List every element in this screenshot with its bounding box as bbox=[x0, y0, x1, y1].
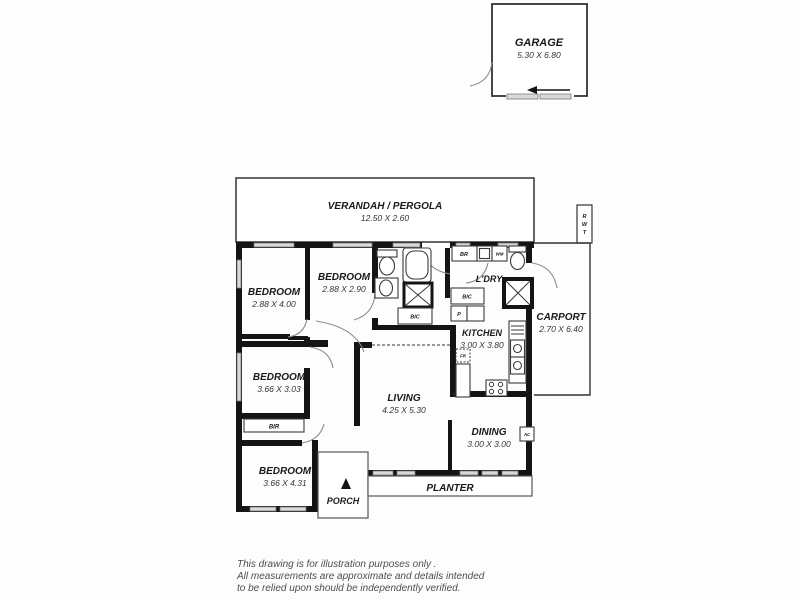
bedroom3-label: BEDROOM bbox=[252, 372, 306, 383]
carport-dims: 2.70 X 6.40 bbox=[539, 324, 583, 334]
pantry-label: P bbox=[457, 312, 461, 318]
laundry-label: L'DRY bbox=[475, 274, 503, 284]
verandah-label: VERANDAH / PERGOLA bbox=[327, 201, 443, 212]
wm-label: WM bbox=[495, 251, 504, 257]
bedroom1-dims: 2.88 X 4.00 bbox=[252, 299, 296, 309]
cupboard bbox=[467, 306, 484, 321]
garage-dims: 5.30 X 6.80 bbox=[517, 50, 561, 60]
bedroom1-label: BEDROOM bbox=[247, 287, 301, 298]
bic-bath-label: BIC bbox=[410, 314, 420, 321]
stove bbox=[486, 380, 507, 396]
kitchen-dims: 3.00 X 3.80 bbox=[460, 340, 504, 350]
planter-label: PLANTER bbox=[426, 483, 474, 494]
disclaimer-line3: to be relied upon should be independently verified. bbox=[237, 583, 461, 594]
bic-hall-label: BIC bbox=[462, 294, 472, 301]
dining-dims: 3.00 X 3.00 bbox=[467, 439, 511, 449]
carport-label: CARPORT bbox=[536, 312, 586, 323]
disclaimer-line2: All measurements are approximate and details intended bbox=[237, 571, 485, 582]
vanity-basin bbox=[380, 280, 393, 296]
verandah-dims: 12.50 X 2.60 bbox=[360, 213, 410, 223]
rwt-letter: T bbox=[582, 230, 587, 236]
dining-label: DINING bbox=[471, 427, 507, 438]
rwt-letter: R bbox=[582, 214, 587, 220]
br-label: BR bbox=[460, 252, 468, 258]
disclaimer-text bbox=[236, 559, 485, 594]
kitchen-cupboard bbox=[456, 364, 470, 397]
living-dims: 4.25 X 5.30 bbox=[382, 405, 426, 415]
bir-label: BIR bbox=[268, 424, 280, 431]
toilet-bowl bbox=[380, 257, 395, 275]
garage-side-door-arc bbox=[470, 62, 492, 86]
bathroom-fixtures bbox=[375, 248, 432, 324]
bathtub-inner bbox=[406, 251, 428, 279]
kitchen-label: KITCHEN bbox=[462, 328, 502, 338]
garage-door-panel bbox=[507, 94, 538, 99]
bedroom2-dims: 2.88 X 2.90 bbox=[322, 284, 366, 294]
wc-cistern bbox=[509, 246, 526, 252]
disclaimer-line1: This drawing is for illustration purposes only . bbox=[237, 559, 437, 570]
rwt-letter: W bbox=[581, 222, 588, 228]
porch-label: PORCH bbox=[326, 496, 360, 506]
garage-door-panel bbox=[540, 94, 571, 99]
fridge-label: FR bbox=[460, 353, 466, 359]
toilet-cistern bbox=[377, 250, 397, 257]
garage-label: GARAGE bbox=[514, 37, 564, 49]
laundry-trough-inner bbox=[480, 249, 490, 259]
living-label: LIVING bbox=[387, 393, 421, 404]
ac-label: AC bbox=[523, 432, 531, 437]
bedroom2-label: BEDROOM bbox=[317, 272, 371, 283]
bedroom4-dims: 3.66 X 4.31 bbox=[263, 478, 307, 488]
bedroom3-dims: 3.66 X 3.03 bbox=[257, 384, 301, 394]
bedroom4-label: BEDROOM bbox=[258, 466, 312, 477]
wc-bowl bbox=[511, 253, 525, 270]
